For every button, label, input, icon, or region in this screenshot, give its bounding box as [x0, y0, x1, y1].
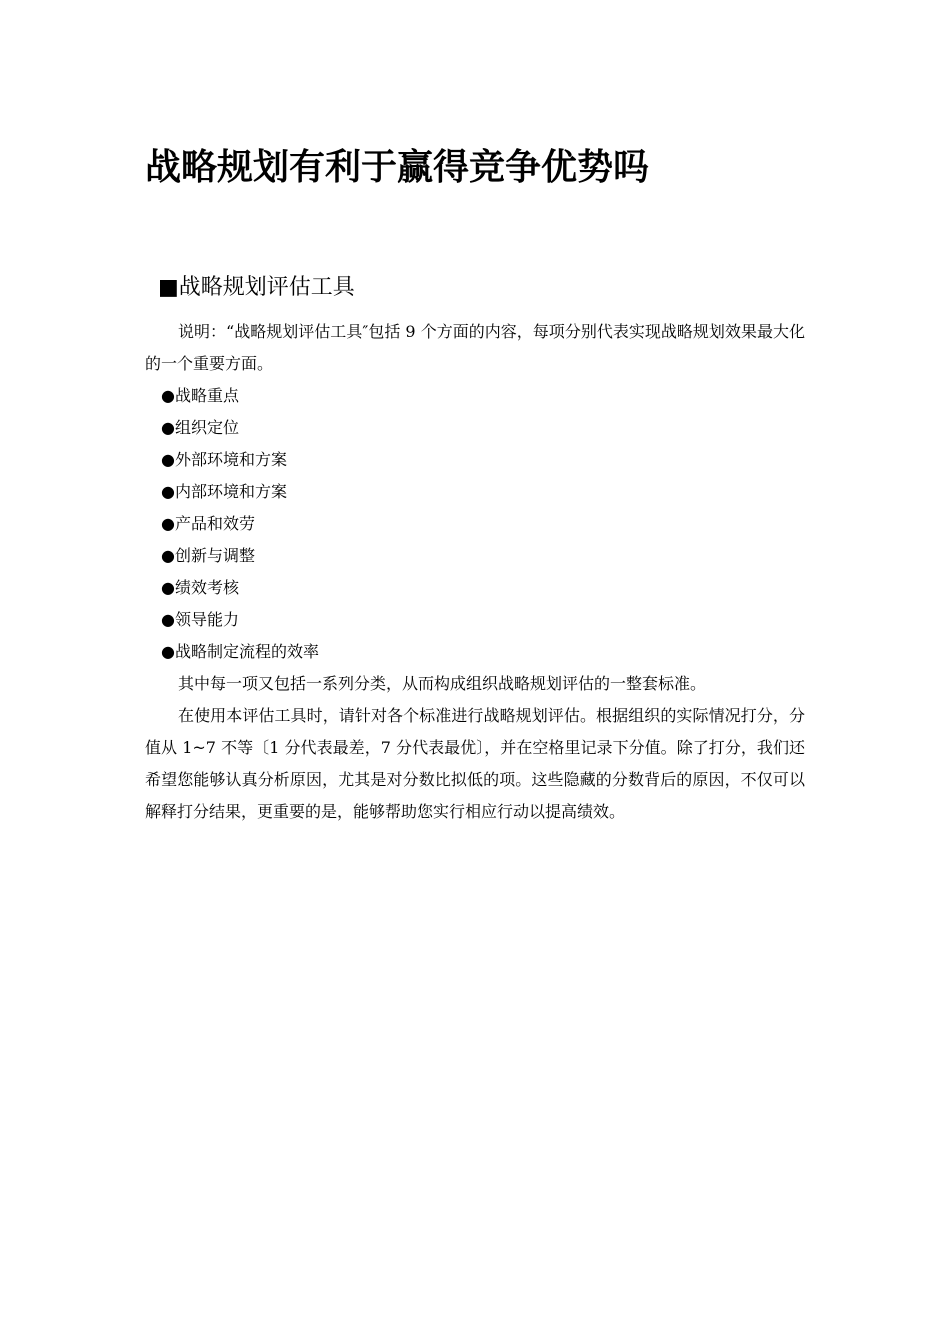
paragraph-instructions: 在使用本评估工具时，请针对各个标准进行战略规划评估。根据组织的实际情况打分，分值从 1~7 不等〔1 分代表最差，7 分代表最优〕，并在空格里记录下分值。除了打分，我们还希望您能够认真分析原因，尤其是对分数比拟低的项。这些隐藏的分数背后的原因，不仅可以解释打分结果，更重要的是，能够帮助您实行相应行动以提高绩效。	[145, 706, 805, 821]
list-item: ●战略制定流程的效率	[161, 642, 319, 661]
list-item: ●产品和效劳	[161, 514, 255, 533]
list-item: ●领导能力	[161, 610, 239, 629]
list-item: ●创新与调整	[161, 546, 255, 565]
page-title: 战略规划有利于赢得竞争优势吗	[145, 146, 650, 188]
paragraph-structure: 其中每一项又包括一系列分类，从而构成组织战略规划评估的一整套标准。	[178, 674, 707, 693]
list-item: ●内部环境和方案	[161, 482, 287, 501]
bullet-list	[145, 380, 805, 668]
list-item: ●外部环境和方案	[161, 450, 287, 469]
section-heading: ■战略规划评估工具	[158, 275, 355, 300]
list-item: ●战略重点	[161, 386, 239, 405]
list-item: ●绩效考核	[161, 578, 239, 597]
document-body	[145, 316, 805, 828]
list-item: ●组织定位	[161, 418, 239, 437]
intro-paragraph: 说明：“战略规划评估工具″包括 9 个方面的内容，每项分别代表实现战略规划效果最大化的一个重要方面。	[145, 322, 805, 373]
